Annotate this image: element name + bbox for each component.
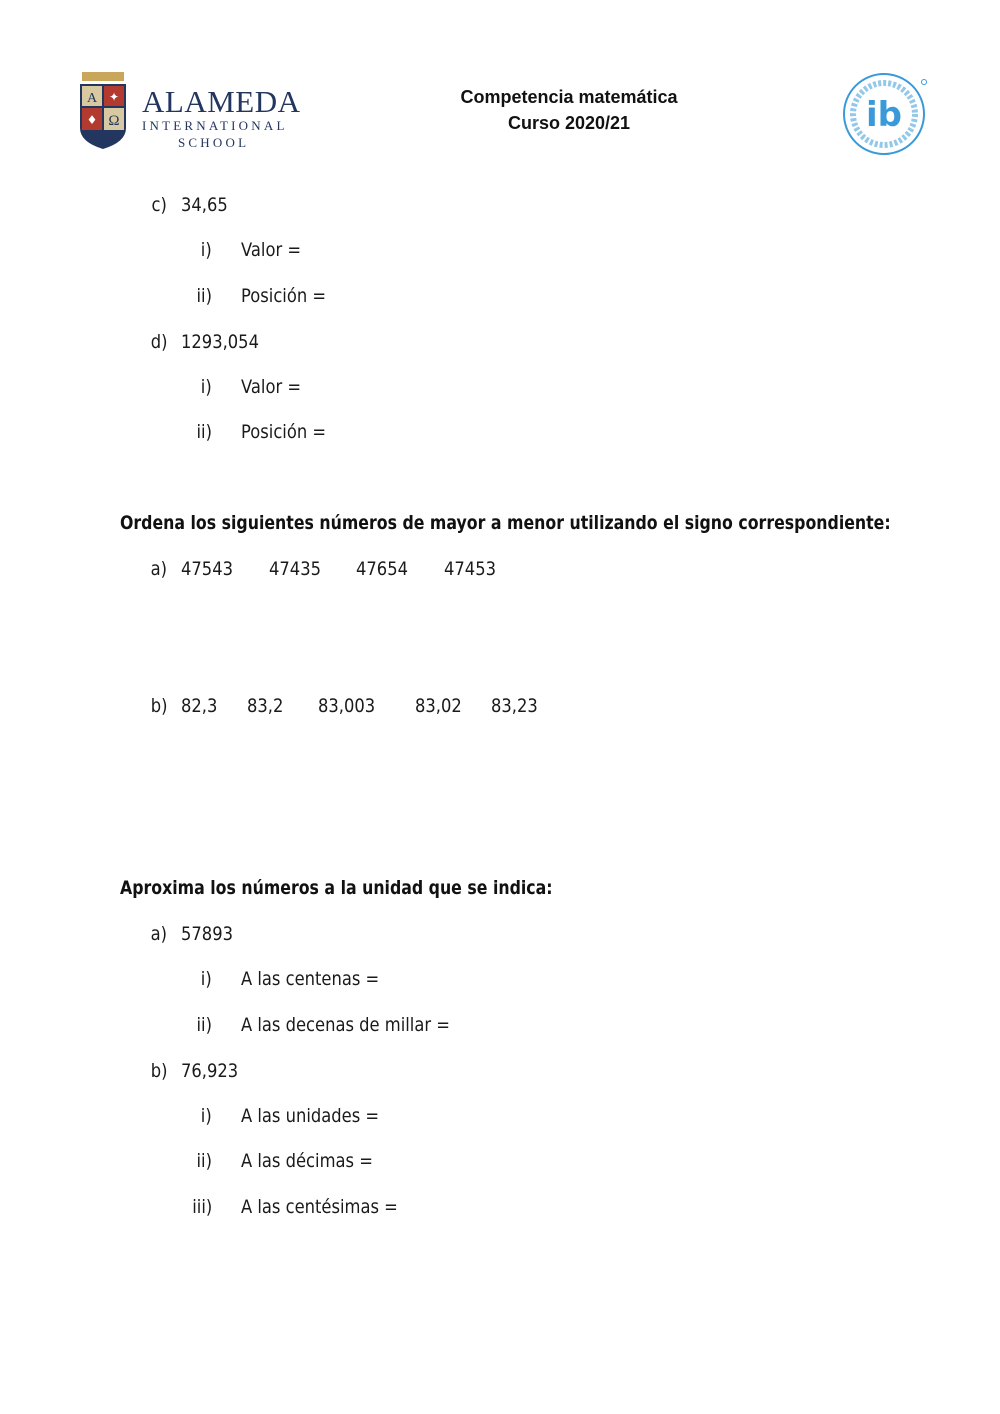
subitem-valor: Valor =: [241, 376, 302, 398]
svg-text:✦: ✦: [108, 90, 120, 104]
subitem-marker: ii): [196, 1014, 212, 1036]
item-marker-b: b): [150, 1060, 167, 1082]
item-number-d: 1293,054: [181, 331, 259, 353]
item-marker-d: d): [150, 331, 167, 353]
number-value: 47543: [181, 558, 233, 580]
subitem-posicion: Posición =: [241, 285, 327, 307]
subitem-text: A las décimas =: [241, 1150, 373, 1172]
subitem-marker: ii): [196, 421, 212, 443]
school-name: ALAMEDA: [142, 84, 301, 119]
subitem-marker: i): [201, 968, 212, 990]
title-line-2: Curso 2020/21: [507, 113, 631, 133]
number-value: 83,23: [491, 695, 538, 717]
svg-text:♦: ♦: [86, 113, 98, 127]
subitem-marker: ii): [196, 285, 212, 307]
item-number: 76,923: [181, 1060, 239, 1082]
number-value: 83,003: [318, 695, 376, 717]
item-marker-b: b): [150, 695, 167, 717]
svg-text:Ω: Ω: [108, 113, 120, 129]
subitem-text: A las unidades =: [241, 1105, 380, 1127]
subitem-marker: iii): [192, 1196, 212, 1218]
number-value: 47654: [356, 558, 408, 580]
subitem-text: A las centésimas =: [241, 1196, 398, 1218]
subitem-marker: ii): [196, 1150, 212, 1172]
number-value: 47435: [269, 558, 321, 580]
item-marker-a: a): [150, 923, 167, 945]
item-marker-a: a): [150, 558, 167, 580]
subitem-marker: i): [201, 376, 212, 398]
number-value: 47453: [444, 558, 496, 580]
number-value: 83,2: [247, 695, 284, 717]
item-number: 57893: [181, 923, 233, 945]
svg-text:A: A: [86, 91, 98, 106]
school-subtitle-2: SCHOOL: [178, 135, 250, 150]
subitem-marker: i): [201, 239, 212, 261]
section-heading-ordena: Ordena los siguientes números de mayor a menor utilizando el signo correspondiente:: [120, 512, 891, 534]
ib-logo-icon: [840, 70, 928, 158]
school-subtitle: INTERNATIONAL: [142, 118, 288, 133]
subitem-text: A las decenas de millar =: [241, 1014, 450, 1036]
subitem-text: A las centenas =: [241, 968, 380, 990]
title-line-1: Competencia matemática: [460, 87, 678, 107]
number-value: 82,3: [181, 695, 218, 717]
number-value: 83,02: [415, 695, 462, 717]
subitem-posicion: Posición =: [241, 421, 327, 443]
subitem-marker: i): [201, 1105, 212, 1127]
section-heading-aproxima: Aproxima los números a la unidad que se indica:: [120, 877, 553, 899]
item-number-c: 34,65: [181, 194, 228, 216]
ib-logo-text: ib: [866, 95, 902, 135]
item-marker-c: c): [151, 194, 167, 216]
subitem-valor: Valor =: [241, 239, 302, 261]
